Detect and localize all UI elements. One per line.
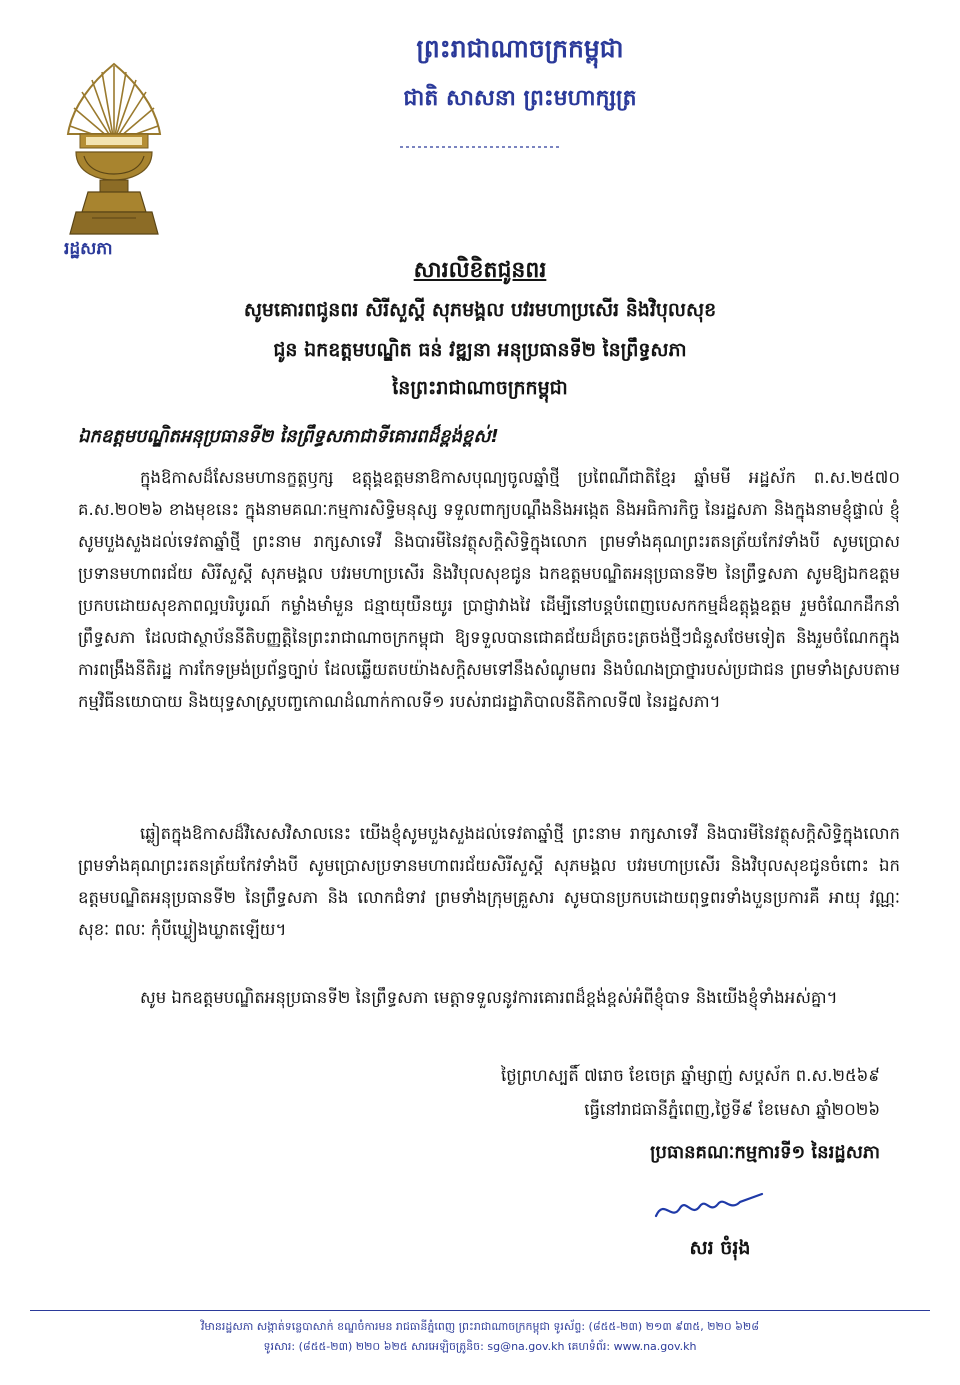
signer-title: ប្រធានគណៈកម្មការទី១ នៃរដ្ឋសភា <box>650 1142 880 1163</box>
date-solar: ធ្វើនៅរាជធានីភ្នំពេញ,ថ្ងៃទី៩ ខែមេសា ឆ្នាំ២០២៦ <box>584 1100 880 1119</box>
signer-name: សរ ចំរុង <box>689 1237 751 1259</box>
body-paragraph-2: ឆ្លៀតក្នុងឱកាសដ៏វិសេសវិសាលនេះ យើងខ្ញុំសូមបួងសួងដល់ទេវតាឆ្នាំថ្មី ព្រះនាម រាក្សសាទេវី និងបារមីនៃវត្ថុសក្តិសិទ្ធិក្នុងលោក ព្រមទាំងគុណព្រះរតនត្រ័យកែវទាំងបី សូមប្រោសប្រទានមហាពរជ័យសិរីសួស្តី សុភមង្គល បវរមហាប្រសើរ និងវិបុលសុខជូនចំពោះ ឯកឧត្តមបណ្ឌិតអនុប្រធានទី២ នៃព្រឹទ្ធសភា និង លោកជំទាវ ព្រមទាំងក្រុមគ្រួសារ សូមបានប្រកបដោយពុទ្ធពរទាំងបួនប្រការគឺ អាយុ វណ្ណៈ សុខៈ ពលៈ កុំបីឃ្លៀងឃ្លាតឡើយ។ <box>78 824 900 939</box>
footer-contact: ទូរសារ: (៨៥៥-២៣) ២២០ ៦២៥ សារអេឡិចត្រូនិច: sg@na.gov.kh គេហទំព័រ: www.na.gov.kh <box>263 1340 697 1353</box>
footer-divider <box>30 1310 930 1311</box>
subject-line-1: សូមគោរពជូនពរ សិរីសួស្តី សុភមង្គល បវរមហាប្រសើរ និងវិបុលសុខ <box>243 299 717 321</box>
national-assembly-emblem <box>62 62 166 242</box>
org-name: រដ្ឋសភា <box>64 239 113 259</box>
body-paragraph-3: សូម ឯកឧត្តមបណ្ឌិតអនុប្រធានទី២ នៃព្រឹទ្ធសភា មេត្តាទទួលនូវការគោរពដ៏ខ្ពង់ខ្ពស់អំពីខ្ញុំបាទ និងយើងខ្ញុំទាំងអស់គ្នា។ <box>140 988 838 1007</box>
footer-address: វិមានរដ្ឋសភា សង្កាត់ទន្លេបាសាក់ ខណ្ឌចំការមន រាជធានីភ្នំពេញ ព្រះរាជាណាចក្រកម្ពុជា ទូរស័ព្ទ: (៨៥៥-២៣) ២១៣ ៩៣៥, ២២០ ៦២៨ <box>200 1320 760 1333</box>
handwritten-signature <box>650 1188 770 1228</box>
subject-line-3: នៃព្រះរាជាណាចក្រកម្ពុជា <box>392 377 568 399</box>
subject-line-2: ជូន ឯកឧត្តមបណ្ឌិត ធន់ វឌ្ឍនា អនុប្រធានទី២ នៃព្រឹទ្ធសភា <box>273 339 687 361</box>
date-lunar: ថ្ងៃព្រហស្បតិ៍ ៧រោច ខែចេត្រ ឆ្នាំម្សាញ់ សប្តស័ក ព.ស.២៥៦៩ <box>500 1066 880 1085</box>
ornament-divider <box>400 142 560 152</box>
letter-title: សារលិខិតជូនពរ <box>413 258 547 283</box>
salutation: ឯកឧត្តមបណ្ឌិតអនុប្រធានទី២ នៃព្រឹទ្ធសភាជាទីគោរពដ៏ខ្ពង់ខ្ពស់! <box>78 426 499 447</box>
body-paragraph-1: ក្នុងឱកាសដ៏សែនមហានក្ខត្តឫក្ស ឧត្តុង្គឧត្តមនាឱកាសបុណ្យចូលឆ្នាំថ្មី ប្រពៃណីជាតិខ្មែរ ឆ្នាំមមី អដ្ឋស័ក ព.ស.២៥៧០ គ.ស.២០២៦ ខាងមុខនេះ ក្នុងនាមគណៈកម្មការសិទ្ធិមនុស្ស ទទួលពាក្យបណ្ដឹងនិងអង្កេត និងអធិការកិច្ច នៃរដ្ឋសភា និងក្នុងនាមខ្ញុំផ្ទាល់ ខ្ញុំសូមបួងសួងដល់ទេវតាឆ្នាំថ្មី ព្រះនាម រាក្សសាទេវី និងបារមីនៃវត្ថុសក្តិសិទ្ធិក្នុងលោក ព្រមទាំងគុណព្រះរតនត្រ័យកែវទាំងបី សូមប្រោសប្រទានមហាពរជ័យ សិរីសួស្តី សុភមង្គល បវរមហាប្រសើរ និងវិបុលសុខជូន ឯកឧត្តមបណ្ឌិតអនុប្រធានទី២ នៃព្រឹទ្ធសភា សូមឱ្យឯកឧត្តមប្រកបដោយសុខភាពល្អបរិបូរណ៍ កម្លាំងមាំមួន ជន្មាយុយឺនយូរ ប្រាជ្ញាវាងវៃ ដើម្បីនៅបន្តបំពេញបេសកកម្មដ៏ឧត្តុង្គឧត្តម រួមចំណែកដឹកនាំព្រឹទ្ធសភា ដែលជាស្ថាប័ននីតិបញ្ញត្តិនៃព្រះរាជាណាចក្រកម្ពុជា ឱ្យទទួលបានជោគជ័យដ៏ត្រចះត្រចង់ថ្មីៗជំនួសថែមទៀត និងរួមចំណែកក្នុងការពង្រឹងនីតិរដ្ឋ ការកែទម្រង់ប្រព័ន្ធច្បាប់ ដែលឆ្លើយតបយ៉ាងសក្តិសមទៅនឹងសំណូមពរ និងបំណងប្រាថ្នារបស់ប្រជាជន ព្រមទាំងស្របតាមកម្មវិធីនយោបាយ និងយុទ្ធសាស្ត្របញ្ចកោណដំណាក់កាលទី១ របស់រាជរដ្ឋាភិបាលនីតិកាលទី៧ នៃរដ្ឋសភា។ <box>78 468 900 711</box>
national-motto: ជាតិ សាសនា ព្រះមហាក្សត្រ <box>403 86 637 111</box>
kingdom-heading: ព្រះរាជាណាចក្រកម្ពុជា <box>416 34 624 63</box>
